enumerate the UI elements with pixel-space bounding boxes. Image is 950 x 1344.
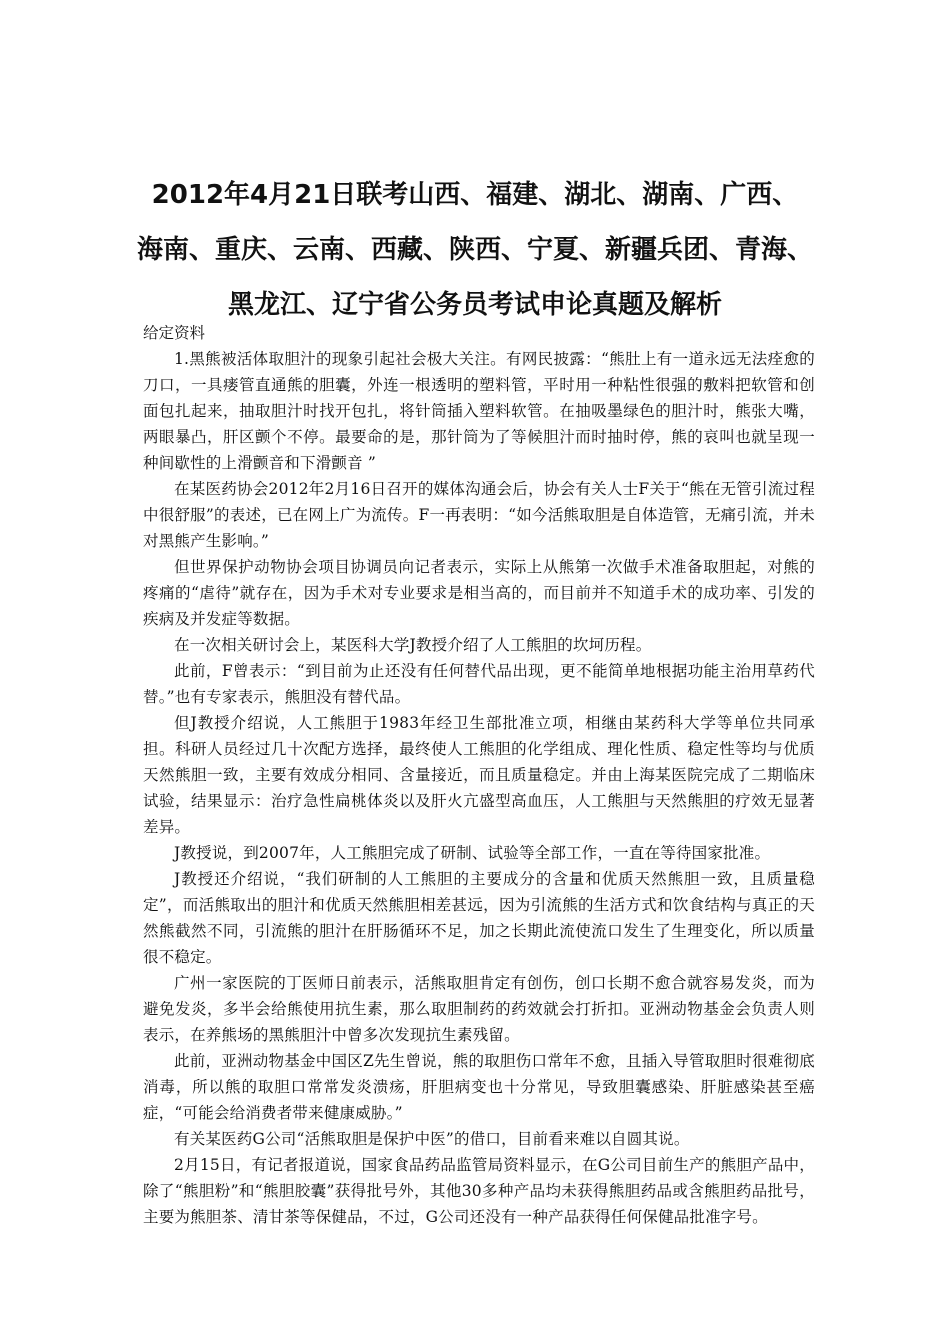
paragraph: 1.黑熊被活体取胆汁的现象引起社会极大关注。有网民披露：“熊肚上有一道永远无法痊愈的刀口，一具瘘管直通熊的胆囊，外连一根透明的塑料管，平时用一种粘性很强的敷料把软管和创面包扎起来，抽取胆汁时找开包扎，将针筒插入塑料软管。在抽吸墨绿色的胆汁时，熊张大嘴，两眼暴凸，肝区颤个不停。最要命的是，那针筒为了等候胆汁而时抽时停，熊的哀叫也就呈现一种间歇性的上滑颤音和下滑颤音 ” [143, 350, 815, 472]
paragraph: 但世界保护动物协会项目协调员向记者表示，实际上从熊第一次做手术准备取胆起，对熊的疼痛的“虐待”就存在，因为手术对专业要求是相当高的，而目前并不知道手术的成功率、引发的疾病及并发症等数据。 [143, 558, 815, 628]
title-line-2: 海南、重庆、云南、西藏、陕西、宁夏、新疆兵团、青海、 [136, 235, 813, 265]
document-body [143, 346, 815, 1230]
paragraph: J教授说，到2007年，人工熊胆完成了研制、试验等全部工作，一直在等待国家批准。 [174, 844, 771, 862]
paragraph: 此前，亚洲动物基金中国区Z先生曾说，熊的取胆伤口常年不愈，且插入导管取胆时很难彻底消毒，所以熊的取胆口常常发炎溃疡，肝胆病变也十分常见，导致胆囊感染、肝脏感染甚至癌症，“可能会给消费者带来健康威胁。” [143, 1052, 815, 1122]
paragraph: 广州一家医院的丁医师日前表示，活熊取胆肯定有创伤，创口长期不愈合就容易发炎，而为避免发炎，多半会给熊使用抗生素，那么取胆制药的药效就会打折扣。亚洲动物基金会负责人则表示，在养熊场的黑熊胆汁中曾多次发现抗生素残留。 [143, 974, 815, 1044]
paragraph: J教授还介绍说，“我们研制的人工熊胆的主要成分的含量和优质天然熊胆一致，且质量稳定”，而活熊取出的胆汁和优质天然熊胆相差甚远，因为引流熊的生活方式和饮食结构与真正的天然熊截然不同，引流熊的胆汁在肝肠循环不足，加之长期此流使流口发生了生理变化，所以质量很不稳定。 [143, 870, 815, 966]
paragraph: 但J教授介绍说，人工熊胆于1983年经卫生部批准立项，相继由某药科大学等单位共同承担。科研人员经过几十次配方选择，最终使人工熊胆的化学组成、理化性质、稳定性等均与优质天然熊胆一致，主要有效成分相同、含量接近，而且质量稳定。并由上海某医院完成了二期临床试验，结果显示：治疗急性扁桃体炎以及肝火亢盛型高血压，人工熊胆与天然熊胆的疗效无显著差异。 [143, 714, 815, 836]
title-line-1: 2012年4月21日联考山西、福建、湖北、湖南、广西、 [151, 180, 799, 210]
title-line-3: 黑龙江、辽宁省公务员考试申论真题及解析 [227, 290, 722, 320]
document-title [130, 168, 820, 333]
paragraph: 在一次相关研讨会上，某医科大学J教授介绍了人工熊胆的坎坷历程。 [174, 636, 652, 654]
paragraph: 在某医药协会2012年2月16日召开的媒体沟通会后，协会有关人士F关于“熊在无管引流过程中很舒服”的表述，已在网上广为流传。F一再表明：“如今活熊取胆是自体造管，无痛引流，并未对黑熊产生影响。” [143, 480, 815, 550]
section-label: 给定资料 [143, 324, 206, 342]
paragraph: 此前，F曾表示：“到目前为止还没有任何替代品出现，更不能简单地根据功能主治用草药代替。”也有专家表示，熊胆没有替代品。 [143, 662, 815, 706]
paragraph: 有关某医药G公司“活熊取胆是保护中医”的借口，目前看来难以自圆其说。 [174, 1130, 690, 1148]
paragraph: 2月15日，有记者报道说，国家食品药品监管局资料显示，在G公司目前生产的熊胆产品中，除了“熊胆粉”和“熊胆胶囊”获得批号外，其他30多种产品均未获得熊胆药品或含熊胆药品批号，主要为熊胆茶、清甘茶等保健品，不过，G公司还没有一种产品获得任何保健品批准字号。 [143, 1156, 815, 1226]
